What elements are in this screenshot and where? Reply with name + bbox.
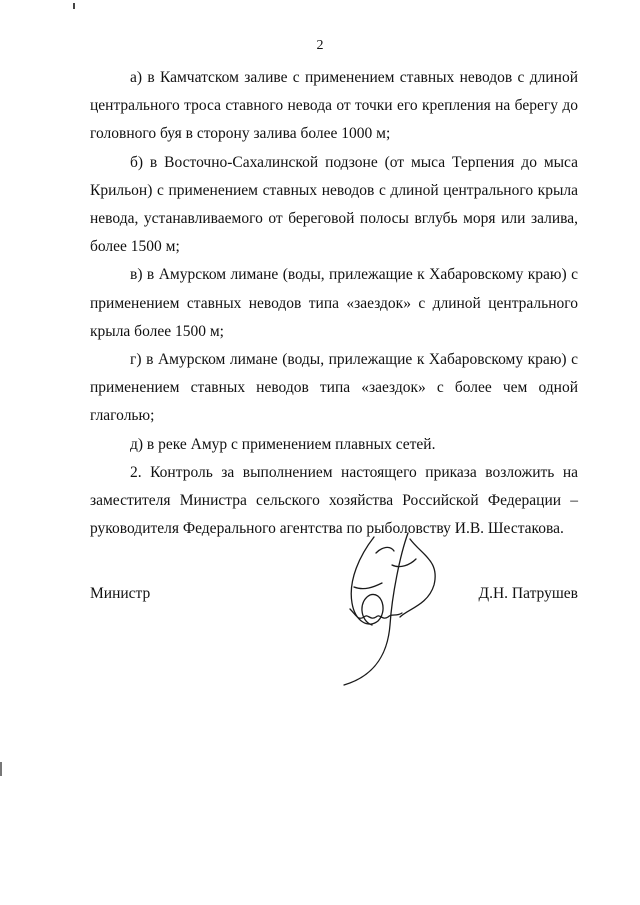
paragraph-2: 2. Контроль за выполнением настоящего приказа возложить на заместителя Министра сельского хозяйства Российской Федерации – руководителя Федерального агентства по рыболовству И.В. Шестакова. — [90, 463, 578, 538]
page-number: 2 — [316, 38, 324, 53]
signatory-name: Д.Н. Патрушев — [478, 585, 578, 602]
paragraph-a: а) в Камчатском заливе с применением ставных неводов с длиной центрального троса ставного невода от точки его крепления на берегу до головного буя в сторону залива более 1000 м; — [90, 69, 578, 143]
paragraph-g: г) в Амурском лимане (воды, прилежащие к Хабаровскому краю) с применением ставных неводов типа «заездок» с более чем одной глаголью; — [90, 351, 578, 425]
handwritten-signature — [330, 525, 450, 690]
paragraph-d: д) в реке Амур с применением плавных сетей. — [130, 435, 436, 453]
scan-mark — [0, 762, 2, 776]
paragraph-b: б) в Восточно-Сахалинской подзоне (от мыса Терпения до мыса Крильон) с применением ставных неводов с длиной центрального крыла невода, устанавливаемого от береговой полосы вглубь моря или залива, более 1500 м; — [90, 153, 578, 256]
paragraph-v: в) в Амурском лимане (воды, прилежащие к Хабаровскому краю) с применением ставных неводов типа «заездок» с длиной центрального крыла более 1500 м; — [90, 266, 578, 340]
scan-mark — [73, 3, 75, 9]
signatory-title: Министр — [90, 585, 151, 602]
document-body — [90, 64, 578, 543]
